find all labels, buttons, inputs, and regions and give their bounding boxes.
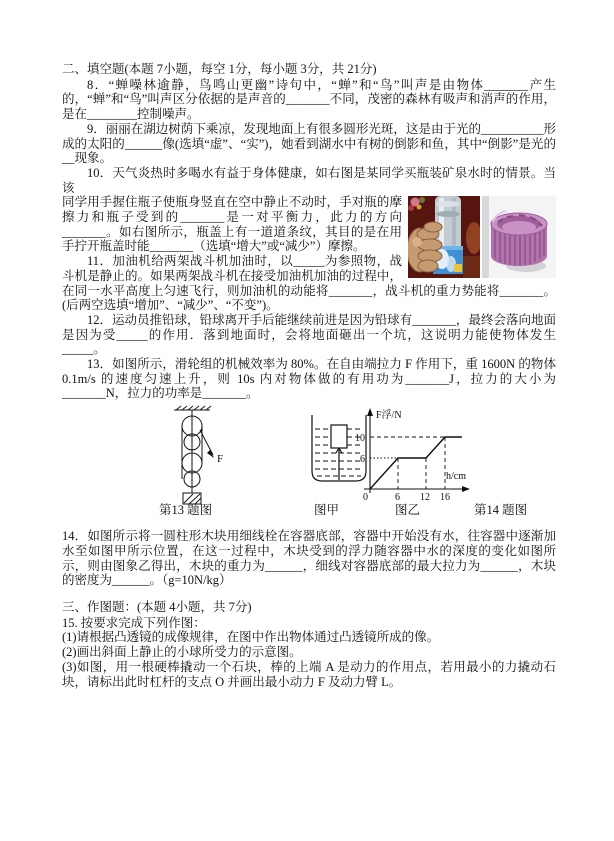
buoyancy-graph [350,405,480,503]
y-axis-arrow-icon [367,408,373,416]
figure-jia-label: 图甲 [314,503,340,518]
x-axis-arrow-icon [462,486,470,492]
question-15-item-1: (1)请根据凸透镜的成像规律，在图中作出物体通过凸透镜所成的像。 [62,630,440,645]
section-2-title: 二、填空题(本题 7小题，每空 1分，每小题 3分，共 21分) [62,62,377,76]
question-14: 14．如图所示将一圆柱形木块用细线栓在容器底部，容器中开始没有水，往容器中逐渐加水至如图甲所示位置，在这一过程中，木块受到的浮力随容器中水的深度的变化如图所示，则由图象乙得出，木块的重力为______，细线对容器底部的最大拉力为______，木块的密度为______。（g=10N/kg） [62,529,556,588]
question-9: 9．丽丽在湖边树荫下乘凉，发现地面上有很多圆形光斑，这是由于光的__________形成的太阳的______像(选填“虚”、“实”)，她看到湖水中有树的倒影和鱼，其中“倒影”是光的__现象。 [62,121,556,166]
question-15 [62,616,556,690]
wood-block-icon [331,425,347,448]
question-12: 12．运动员推铅球，铅球离开手后能继续前进是因为铅球有_______，最终会落向地面是因为受_____的作用．落到地面时，会将地面砸出一个坑，这说明力能使物体发生_____。 [62,312,556,357]
question-11: 11．加油机给两架战斗机加油时，以_____为参照物，战斗机是静止的。如果两架战斗机在接受加油机加油的过程中，在同一水平高度上匀速飞行，则加油机的动能将_______，战斗机的重力势能将_______。(后两空选填“增加”、“减少”、“不变”)。 [62,254,556,313]
question-15-intro: 15. 按要求完成下列作图： [62,615,206,630]
figure-yi-label: 图乙 [395,503,421,518]
section-3-title: 三、作图题：(本题 4小题，共 7分) [62,599,252,614]
graph-xlabel: h/cm [446,471,466,483]
pulley-system-figure [162,405,242,505]
ytick-10: 10 [355,433,365,445]
ytick-6: 6 [360,454,365,466]
question-10-continued: 同学用手握住瓶子使瓶身竖直在空中静止不动时，手对瓶的摩擦力和瓶子受到的_______是一对平衡力，此力的方向_______。如右图所示，瓶盖上有一道道条纹，其目的是在用手拧开瓶盖时能_______（选填“增大”或“减少”）摩擦。 [62,195,402,254]
force-label: F [217,453,224,466]
figure-14-label: 第14 题图 [474,503,528,518]
xtick-16: 16 [440,492,450,504]
question-10-line1: 10．天气炎热时多喝水有益于身体健康，如右图是某同学买瓶装矿泉水时的情景。当该 [62,165,556,195]
graph-ylabel: F浮/N [376,410,402,422]
figures-row [62,405,556,527]
xtick-0: 0 [363,492,368,504]
question-8: 8．“蝉噪林逾静，鸟鸣山更幽”诗句中，“蝉”和“鸟”叫声是由物体_______产生的，“蝉”和“鸟”叫声区分依据的是声音的_______不同，茂密的森林有吸声和消声的作用，是在________控制噪声。 [62,77,556,122]
q10-q11-block [62,195,556,313]
figure-13-label: 第13 题图 [159,503,213,518]
question-10-photos [408,196,556,278]
cap-photo [482,196,556,278]
question-15-item-2: (2)画出斜面上静止的小球所受力的示意图。 [62,645,302,660]
question-15-item-3: (3)如图，用一根硬棒撬动一个石块，棒的上端 A 是动力的作用点，若用最小的力撬动石块，请标出此时杠杆的支点 O 并画出最小动力 F 及动力臂 L。 [62,659,556,689]
question-13: 13．如图所示，滑轮组的机械效率为 80%。在自由端拉力 F 作用下，重 1600N 的物体0.1m/s 的速度匀速上升，则 10s 内对物体做的有用功为_______J，拉力的大小为_______N，拉力的功率是_______。 [62,357,556,401]
bottle-photo [408,196,480,278]
xtick-12: 12 [420,492,430,504]
xtick-6: 6 [395,492,400,504]
